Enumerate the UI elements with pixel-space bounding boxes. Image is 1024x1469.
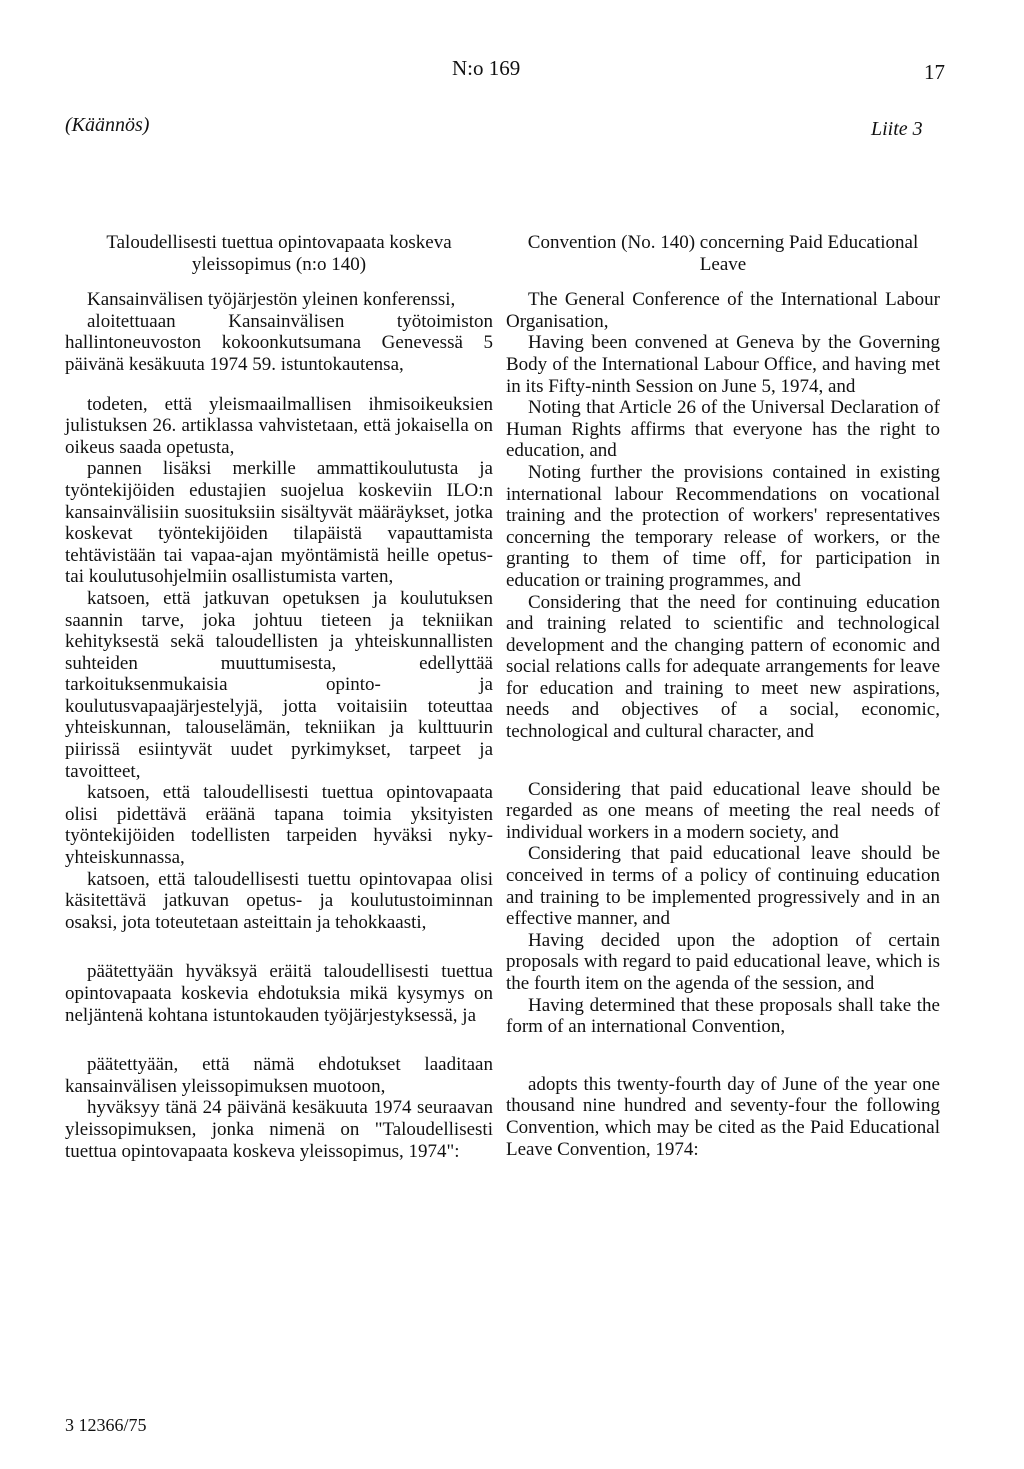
finnish-paragraph: hyväksyy tänä 24 päivänä kesäkuuta 1974 seuraavan yleissopimuksen, jonka nimenä on "Taloudellisesti tuettua opintovapaata koskeva yleissopimus, 1974": [65, 1097, 493, 1162]
finnish-paragraph: Kansainvälisen työjärjestön yleinen konferenssi, [87, 289, 456, 311]
english-paragraph: Considering that paid educational leave should be regarded as one means of meeting the real needs of individual workers in a modern society, and [506, 778, 940, 843]
english-paragraph: Noting that Article 26 of the Universal Declaration of Human Rights affirms that everyone has the right to education, and [506, 397, 940, 462]
english-paragraph: Considering that paid educational leave should be conceived in terms of a policy of continuing education and training to be implemented progressively and in an effective manner, and [506, 843, 940, 930]
english-paragraph: adopts this twenty-fourth day of June of the year one thousand nine hundred and seventy-four the following Convention, which may be cited as the Paid Educational Leave Convention, 1974: [506, 1073, 940, 1160]
page-number: 17 [924, 60, 945, 84]
print-code: 3 12366/75 [65, 1415, 147, 1435]
english-paragraph: Having determined that these proposals shall take the form of an international Convention, [506, 994, 940, 1038]
english-paragraph: Having been convened at Geneva by the Governing Body of the International Labour Office, and having met in its Fifty-ninth Session on June 5, 1974, and [506, 332, 940, 397]
english-paragraph: Having decided upon the adoption of certain proposals with regard to paid educational leave, which is the fourth item on the agenda of the session, and [506, 929, 940, 994]
finnish-paragraph: katsoen, että taloudellisesti tuettu opintovapaa olisi käsitettävä jatkuvan opetus- ja koulutustoiminnan osaksi, jota toteutetaan asteittain ja tehokkaasti, [65, 868, 493, 933]
finnish-title: Taloudellisesti tuettua opintovapaata koskeva yleissopimus (n:o 140) [106, 232, 452, 275]
document-series-number: N:o 169 [452, 56, 521, 80]
finnish-paragraph: katsoen, että jatkuvan opetuksen ja koulutuksen saannin tarve, joka johtuu tieteen ja tekniikan kehityksestä sekä taloudellisten ja yhteiskunnallisten suhteiden muuttumisesta, edellyttää tarkoituksenmukaisia opinto- ja koulutusvapaajärjestelyjä, jotta voitaisiin toteuttaa yhteiskunnan, talouselämän, tekniikan ja kulttuurin piirissä esiintyvät uudet pyrkimykset, tarpeet ja tavoitteet, [65, 587, 493, 782]
appendix-label: Liite 3 [871, 118, 923, 140]
english-title: Convention (No. 140) concerning Paid Educational Leave [527, 232, 919, 275]
finnish-paragraph: aloitettuaan Kansainvälisen työtoimiston hallintoneuvoston kokoonkutsumana Genevessä 5 päivänä kesäkuuta 1974 59. istuntokautensa, [65, 310, 493, 375]
english-paragraph: Noting further the provisions contained in existing international labour Recommendations on vocational training and the protection of workers' representatives concerning the temporary release of workers, or the granting to them of time off, for participation in education or training programmes, and [506, 461, 940, 591]
finnish-paragraph: pannen lisäksi merkille ammattikoulutusta ja työntekijöiden edustajien suojelua koskeviin ILO:n kansainvälisiin suosituksiin sisältyvät määräykset, jotka koskevat työntekijöiden tilapäistä vapauttamista tehtävistään tai vapaa-ajan myöntämistä heille opetus- tai koulutusohjelmiin osallistumista varten, [65, 458, 493, 588]
finnish-paragraph: todeten, että yleismaailmallisen ihmisoikeuksien julistuksen 26. artiklassa vahvistetaan, että jokaisella on oikeus saada opetusta, [65, 393, 493, 458]
finnish-paragraph: päätettyään, että nämä ehdotukset laaditaan kansainvälisen yleissopimuksen muotoon, [65, 1054, 493, 1097]
finnish-paragraph: päätettyään hyväksyä eräitä taloudellisesti tuettua opintovapaata koskevia ehdotuksia mikä kysymys on neljäntenä kohtana istuntokauden työjärjestyksessä, ja [65, 961, 493, 1026]
finnish-column [65, 232, 493, 1162]
translation-label: (Käännös) [65, 114, 150, 136]
english-paragraph: The General Conference of the International Labour Organisation, [506, 289, 940, 332]
english-paragraph: Considering that the need for continuing education and training related to scientific and technological development and the changing pattern of economic and social relations calls for adequate arrangements for leave for education and training to meet new aspirations, needs and objectives of a social, economic, technological and cultural character, and [506, 591, 940, 743]
english-column [506, 232, 940, 1160]
finnish-paragraph: katsoen, että taloudellisesti tuettua opintovapaata olisi pidettävä eräänä tapana toimia yksityisten työntekijöiden todellisten tarpeiden hyväksi nyky-yhteiskunnassa, [65, 782, 493, 869]
